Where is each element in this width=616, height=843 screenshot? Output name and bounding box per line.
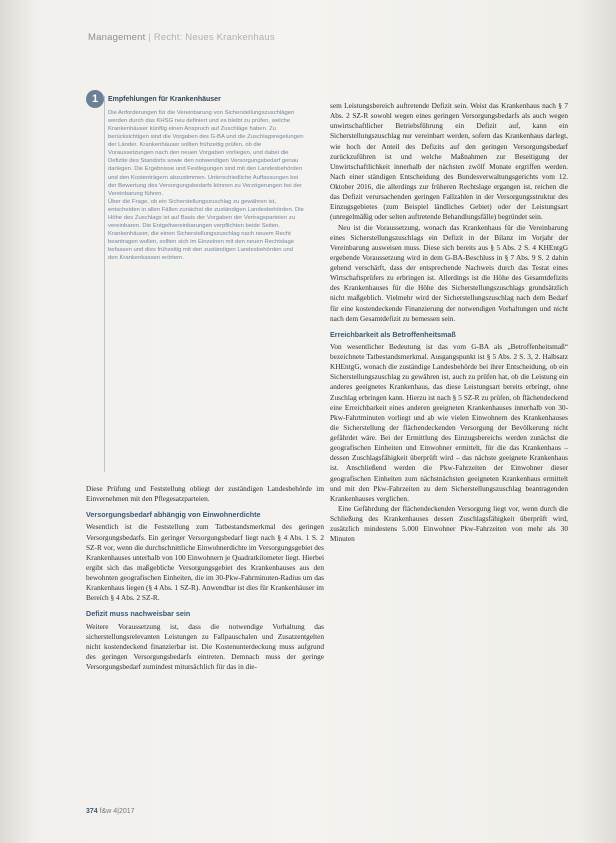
box-number-badge: 1 <box>86 90 104 108</box>
box-paragraph: Die Anforderungen für die Vereinbarung von Sicherstellungszuschlägen werden durch das KHSG neu definiert und es bleibt zu prüfen, welche Krankenhäuser künftig einen Anspruch auf Zuschläge haben. Zu berücksichtigen sind die Vorgaben des G-BA und die Zuschlagsregelungen der Länder. Krankenhäuser sollten frühzeitig prüfen, ob die Voraussetzungen nach den neuen Vorgaben vorliegen, und dabei die Defizite des Standorts sowie den notwendigen Versorgungsbedarf genau darlegen. Die Ergebnisse und Festlegungen sind mit den Landesbehörden und den Kostenträgern abzustimmen. Unterschiedliche Auffassungen bei der Bewertung des Versorgungsbedarfs können zu Verzögerungen bei der Vereinbarung führen. <box>108 110 304 197</box>
body-paragraph: Diese Prüfung und Feststellung obliegt der zuständigen Landesbehörde im Einvernehmen mit den Pflegesatzparteien. <box>86 484 324 504</box>
box-body <box>108 109 304 262</box>
section-heading: Versorgungsbedarf abhängig von Einwohnerdichte <box>86 510 261 520</box>
body-paragraph: sem Leistungsbereich auftretende Defizit sein. Weist das Krankenhaus nach § 7 Abs. 2 SZ-R sowohl wegen eines geringen Versorgungsbedarfs als auch wegen unwirtschaftlicher Betriebsführung ein Defizit auf, kann ein Sicherstellungszuschlag nur vereinbart werden, sofern das Krankenhaus darlegt, wie hoch der Anteil des Defizits auf den geringen Versorgungsbedarf zurückzuführen ist und welche Maßnahmen zur Beseitigung der Unwirtschaftlichkeit innerhalb der nächsten zwölf Monate ergriffen werden. Nach einer ständigen Entscheidung des Bundesverwaltungsgerichts vom 12. Oktober 2016, die allerdings zur früheren Rechtslage ergangen ist, reichen die das Defizit verursachenden geringen Fallzahlen in der Versorgungsstruktur des Einzugsgebietes (zum Beispiel ländliches Gebiet) oder der Leistungsart (unregelmäßig oder selten auftretende Behandlungsfälle) begründet sein. <box>330 101 568 222</box>
body-paragraph: Von wesentlicher Bedeutung ist das vom G-BA als „Betroffenheitsmaß“ bezeichnete Tatbestandsmerkmal. Ausgangspunkt ist § 5 Abs. 2 S. 3, 2. Halbsatz KHEntgG, wonach die zuständige Landesbehörde bei ihrer Entscheidung, ob ein Sicherstellungszuschlag zu gewähren ist, auch zu prüfen hat, ob die Leistung ein anderes geeignetes Krankenhaus, das diese Leistungsart bereits erbringt, ohne Zuschlag erbringen kann. Hierzu ist nach § 5 SZ-R zu prüfen, ob flächendeckend eine Erreichbarkeit eines anderen geeigneten Krankenhauses innerhalb von 30-Pkw-Fahrtminuten vorliegt und ab wie vielen Einwohnern des Krankenhauses die Sicherstellung der flächendeckenden Versorgung der Bevölkerung nicht gefährdet wäre. Bei der Ermittlung des Einzugsbereichs werden zunächst die geografischen Einheiten und Einwohner ermittelt, für die das Krankenhaus – dessen Zuschlagsfähigkeit überprüft wird – das nächste geeignete Krankenhaus ist. Anschließend werden die Pkw-Fahrzeiten der Einwohner dieser geografischen Einheiten zum nächstnächsten geeigneten Krankenhaus ermittelt und mit den Pkw-Fahrzeiten zu dem Sicherstellungszuschlag beantragenden Krankenhauses verglichen. <box>330 341 568 503</box>
body-paragraph: Neu ist die Voraussetzung, wonach das Krankenhaus für die Vereinbarung eines Sicherstellungszuschlags ein Defizit in der Bilanz im Vorjahr der Vereinbarung ausweisen muss. Diese sich bereits aus § 5 Abs. 2 S. 4 KHEntgG ergebende Voraussetzung wird in dem G-BA-Beschluss in § 7 Abs. 9 S. 2 dahin gehend verschärft, dass der entsprechende Nachweis durch das Testat eines Wirtschaftsprüfers zu erbringen ist. Allerdings ist die Höhe des Gesamtdefizits des Krankenhauses für die Höhe des Sicherstellungszuschlags grundsätzlich nicht maßgeblich. Vielmehr wird der Sicherstellungszuschlag nach dem Bedarf für eine kostendeckende Finanzierung der notwendigen Vorhaltungen und nicht nach dem Gesamtdefizit zu bemessen sein. <box>330 222 568 323</box>
body-paragraph: Eine Gefährdung der flächendeckenden Versorgung liegt vor, wenn durch die Schließung des Krankenhauses dessen Zuschlagsfähigkeit überprüft wird, zusätzlich mindestens 5.000 Einwohner Pkw-Fahrzeiten von mehr als 30 Minuten <box>330 503 568 544</box>
page-number: 374 <box>86 808 98 815</box>
section-heading: Defizit muss nachweisbar sein <box>86 609 191 619</box>
section-heading: Erreichbarkeit als Betroffenheitsmaß <box>330 329 456 339</box>
body-paragraph: Wesentlich ist die Feststellung zum Tatbestandsmerkmal des geringen Versorgungsbedarfs. Ein geringer Versorgungsbedarf liegt nach § 4 Abs. 1 S. 2 SZ-R vor, wenn die durchschnittliche Einwohnerdichte im Versorgungsgebiet des Krankenhauses unterhalb von 100 Einwohnern je Quadratkilometer liegt. Hierbei ergibt sich das maßgebliche Versorgungsgebiet des Krankenhauses aus den bewohnten geografischen Einheiten, die im 30-Pkw-Fahrminuten-Radius um das Krankenhaus liegen (§ 4 Abs. 1 SZ-R). Anwendbar ist dies für Krankenhäuser im Bereich § 4 Abs. 2 SZ-R. <box>86 522 324 603</box>
left-text-column <box>86 484 324 672</box>
body-paragraph: Weitere Voraussetzung ist, dass die notwendige Vorhaltung das sicherstellungsrelevanten Leistungen zu Fallpauschalen und Zusatzentgelten nicht kostendeckend finanzierbar ist. Die Kostenunterdeckung muss aufgrund des geringen Versorgungsbedarfs eintreten. Demnach muss der geringe Versorgungsbedarf zumindest mitursächlich für das in die- <box>86 621 324 671</box>
header-subtitle: Recht: Neues Krankenhaus <box>153 32 275 43</box>
box-paragraph: Über die Frage, ob ein Sicherstellungszuschlag zu gewähren ist, entscheiden in allen Fällen zunächst die zuständigen Landesbehörden. Die Höhe des Zuschlags ist auf Basis der Vorgaben der Vertragsparteien zu vereinbaren. Die Entgeltvereinbarungen verpflichten beide Seiten. <box>108 198 304 229</box>
recommendation-box <box>104 96 304 472</box>
box-paragraph: Krankenhäuser, die einen Sicherstellungszuschlag nach neuem Recht beantragen wollen, sollten sich im Einzelnen mit den neuen Rechtslage befassen und dies frühzeitig mit den zuständigen Landesbehörden und den Krankenkassen erörtern. <box>108 230 294 262</box>
page-footer <box>86 808 135 815</box>
right-text-column <box>330 101 568 544</box>
box-title: Empfehlungen für Krankenhäuser <box>108 96 221 103</box>
header-section: Management <box>88 32 146 43</box>
running-header <box>88 32 275 43</box>
issue-label: f&w 4|2017 <box>99 808 135 815</box>
header-separator: | <box>148 32 151 43</box>
